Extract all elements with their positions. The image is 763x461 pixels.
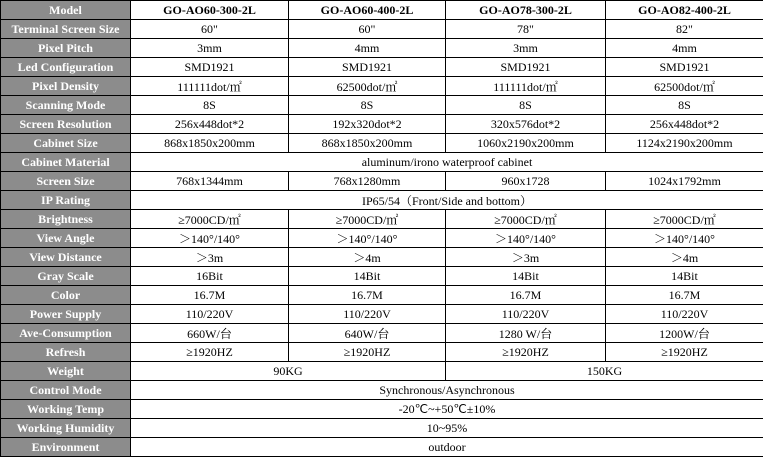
spec-value: 960x1728 xyxy=(446,172,606,191)
spec-value: ＞3m xyxy=(446,248,606,267)
spec-label: Cabinet Material xyxy=(1,153,131,172)
spec-label: Terminal Screen Size xyxy=(1,20,131,39)
spec-row xyxy=(1,20,763,39)
spec-value-all: outdoor xyxy=(131,438,763,457)
model-name: GO-AO82-400-2L xyxy=(606,1,763,20)
header-row xyxy=(1,1,763,20)
spec-value: ＞4m xyxy=(289,248,446,267)
spec-row xyxy=(1,153,763,172)
spec-label: Working Temp xyxy=(1,400,131,419)
spec-value: 62500dot/㎡ xyxy=(289,77,446,96)
spec-row xyxy=(1,191,763,210)
spec-value: SMD1921 xyxy=(446,58,606,77)
spec-value: ≥1920HZ xyxy=(131,343,289,362)
spec-row xyxy=(1,39,763,58)
spec-value: 256x448dot*2 xyxy=(131,115,289,134)
spec-value-shared: 90KG xyxy=(131,362,446,381)
spec-row xyxy=(1,400,763,419)
model-name: GO-AO60-400-2L xyxy=(289,1,446,20)
spec-value: 16Bit xyxy=(131,267,289,286)
spec-value: 16.7M xyxy=(606,286,763,305)
spec-value: 111111dot/㎡ xyxy=(131,77,289,96)
spec-row xyxy=(1,438,763,457)
spec-row xyxy=(1,343,763,362)
spec-row xyxy=(1,229,763,248)
model-name: GO-AO60-300-2L xyxy=(131,1,289,20)
spec-value: 110/220V xyxy=(131,305,289,324)
spec-value: ≥7000CD/㎡ xyxy=(606,210,763,229)
spec-table-body xyxy=(1,20,763,457)
spec-row xyxy=(1,115,763,134)
spec-row xyxy=(1,362,763,381)
spec-value: 868x1850x200mm xyxy=(289,134,446,153)
spec-table-header xyxy=(1,1,763,20)
spec-value-all: 10~95% xyxy=(131,419,763,438)
spec-row xyxy=(1,58,763,77)
spec-value: 110/220V xyxy=(446,305,606,324)
spec-label: Screen Resolution xyxy=(1,115,131,134)
spec-row xyxy=(1,419,763,438)
spec-row xyxy=(1,381,763,400)
spec-value: 16.7M xyxy=(446,286,606,305)
spec-row xyxy=(1,77,763,96)
spec-value: ＞3m xyxy=(131,248,289,267)
spec-value: 3mm xyxy=(131,39,289,58)
spec-label: Weight xyxy=(1,362,131,381)
spec-label: Ave-Consumption xyxy=(1,324,131,343)
spec-value: 16.7M xyxy=(289,286,446,305)
spec-row xyxy=(1,305,763,324)
spec-value: 660W/台 xyxy=(131,324,289,343)
spec-value: ≥7000CD/㎡ xyxy=(289,210,446,229)
spec-row xyxy=(1,172,763,191)
spec-value: 8S xyxy=(289,96,446,115)
spec-label: Cabinet Size xyxy=(1,134,131,153)
spec-value: 60" xyxy=(289,20,446,39)
spec-value: ＞140°/140° xyxy=(131,229,289,248)
spec-value: 14Bit xyxy=(446,267,606,286)
spec-value: 640W/台 xyxy=(289,324,446,343)
spec-value: 78" xyxy=(446,20,606,39)
spec-label: Refresh xyxy=(1,343,131,362)
spec-value: 768x1280mm xyxy=(289,172,446,191)
spec-value: 110/220V xyxy=(289,305,446,324)
spec-value: 111111dot/㎡ xyxy=(446,77,606,96)
spec-value: SMD1921 xyxy=(606,58,763,77)
spec-value: ≥1920HZ xyxy=(446,343,606,362)
spec-label: Scanning Mode xyxy=(1,96,131,115)
spec-value: 192x320dot*2 xyxy=(289,115,446,134)
spec-label: Brightness xyxy=(1,210,131,229)
spec-label: IP Rating xyxy=(1,191,131,210)
header-label: Model xyxy=(1,1,131,20)
spec-value: ＞140°/140° xyxy=(606,229,763,248)
spec-label: Power Supply xyxy=(1,305,131,324)
spec-label: Screen Size xyxy=(1,172,131,191)
spec-row xyxy=(1,134,763,153)
spec-label: Color xyxy=(1,286,131,305)
spec-value: 16.7M xyxy=(131,286,289,305)
spec-row xyxy=(1,248,763,267)
spec-value: 3mm xyxy=(446,39,606,58)
spec-row xyxy=(1,286,763,305)
spec-value: 14Bit xyxy=(606,267,763,286)
spec-value: 1200W/台 xyxy=(606,324,763,343)
spec-value-shared: 150KG xyxy=(446,362,763,381)
spec-value: 110/220V xyxy=(606,305,763,324)
spec-value: 1280 W/台 xyxy=(446,324,606,343)
spec-value-all: Synchronous/Asynchronous xyxy=(131,381,763,400)
spec-row xyxy=(1,267,763,286)
spec-value: 8S xyxy=(606,96,763,115)
spec-value: ≥7000CD/㎡ xyxy=(131,210,289,229)
spec-value: 768x1344mm xyxy=(131,172,289,191)
spec-value: 4mm xyxy=(289,39,446,58)
spec-label: Pixel Pitch xyxy=(1,39,131,58)
spec-label: Working Humidity xyxy=(1,419,131,438)
spec-value: 320x576dot*2 xyxy=(446,115,606,134)
spec-value: ≥7000CD/㎡ xyxy=(446,210,606,229)
spec-value: ＞4m xyxy=(606,248,763,267)
spec-value: 256x448dot*2 xyxy=(606,115,763,134)
spec-row xyxy=(1,210,763,229)
spec-value-all: aluminum/irono waterproof cabinet xyxy=(131,153,763,172)
spec-value: 8S xyxy=(446,96,606,115)
spec-row xyxy=(1,324,763,343)
spec-value: ≥1920HZ xyxy=(606,343,763,362)
spec-label: View Distance xyxy=(1,248,131,267)
spec-value: ＞140°/140° xyxy=(446,229,606,248)
spec-value: 1024x1792mm xyxy=(606,172,763,191)
spec-value: 4mm xyxy=(606,39,763,58)
spec-value: SMD1921 xyxy=(289,58,446,77)
spec-value-all: -20℃~+50℃±10% xyxy=(131,400,763,419)
spec-value: ≥1920HZ xyxy=(289,343,446,362)
spec-value: 60" xyxy=(131,20,289,39)
spec-value: 82" xyxy=(606,20,763,39)
spec-label: Environment xyxy=(1,438,131,457)
spec-row xyxy=(1,96,763,115)
spec-label: Control Mode xyxy=(1,381,131,400)
spec-value: 62500dot/㎡ xyxy=(606,77,763,96)
spec-label: Led Configuration xyxy=(1,58,131,77)
spec-value-all: IP65/54（Front/Side and bottom） xyxy=(131,191,763,210)
model-name: GO-AO78-300-2L xyxy=(446,1,606,20)
spec-value: 1124x2190x200mm xyxy=(606,134,763,153)
spec-value: SMD1921 xyxy=(131,58,289,77)
spec-value: 1060x2190x200mm xyxy=(446,134,606,153)
spec-value: ＞140°/140° xyxy=(289,229,446,248)
spec-label: Pixel Density xyxy=(1,77,131,96)
spec-value: 868x1850x200mm xyxy=(131,134,289,153)
spec-label: Gray Scale xyxy=(1,267,131,286)
spec-label: View Angle xyxy=(1,229,131,248)
spec-value: 14Bit xyxy=(289,267,446,286)
spec-value: 8S xyxy=(131,96,289,115)
